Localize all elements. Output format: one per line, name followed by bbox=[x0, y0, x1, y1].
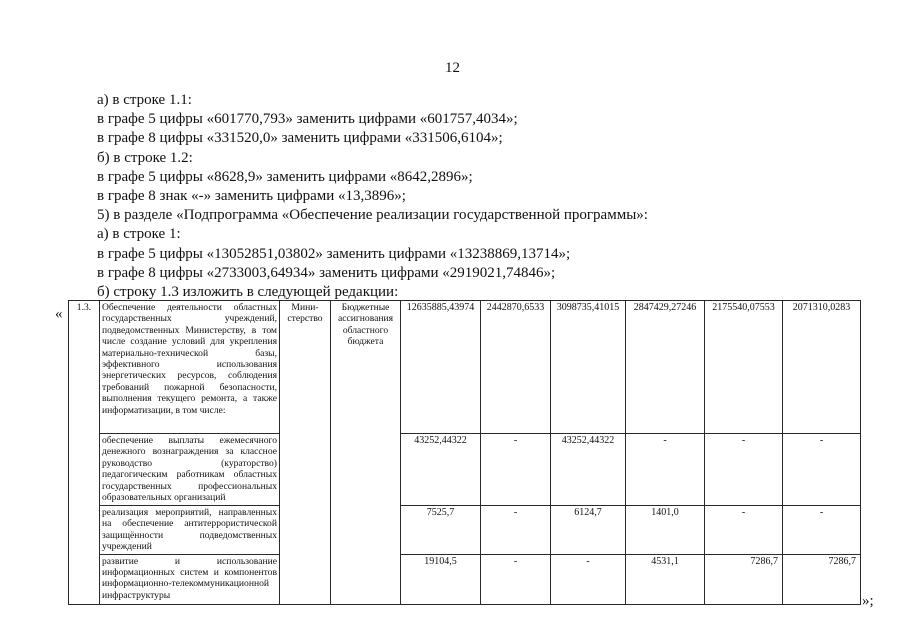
value-cell: 3098735,41015 bbox=[551, 301, 626, 434]
value-cell: 43252,44322 bbox=[551, 434, 626, 506]
value-cell: - bbox=[783, 506, 861, 555]
table-row bbox=[69, 506, 861, 555]
value-cell: 7286,7 bbox=[705, 554, 783, 604]
text-line: а) в строке 1.1: bbox=[97, 92, 192, 108]
value-cell: 43252,44322 bbox=[401, 434, 481, 506]
value-cell: - bbox=[783, 434, 861, 506]
row-number: 1.3. bbox=[69, 301, 100, 605]
text-line: в графе 8 цифры «331520,0» заменить цифрами «331506,6104»; bbox=[97, 130, 503, 147]
row-description: развитие и использование информационных систем и компонентов информационно-телекоммуникационной инфраструктуры bbox=[100, 554, 280, 604]
table-row bbox=[69, 301, 861, 434]
value-cell: 7286,7 bbox=[783, 554, 861, 604]
value-cell: - bbox=[626, 434, 705, 506]
value-cell: 4531,1 bbox=[626, 554, 705, 604]
value-cell: 2071310,0283 bbox=[783, 301, 861, 434]
row-description: реализация мероприятий, направленных на обеспечение антитеррористической защищённости подведомственных учреждений bbox=[100, 506, 280, 555]
executor-cell: Мини-стерство bbox=[280, 301, 331, 605]
text-line: в графе 8 цифры «2733003,64934» заменить цифрами «2919021,74846»; bbox=[97, 264, 556, 281]
value-cell: - bbox=[481, 506, 551, 555]
amendment-table bbox=[68, 300, 861, 605]
value-cell: - bbox=[705, 506, 783, 555]
closing-quote: »; bbox=[862, 593, 874, 609]
table-row bbox=[69, 434, 861, 506]
opening-quote: « bbox=[55, 306, 63, 322]
value-cell: - bbox=[481, 434, 551, 506]
value-cell: - bbox=[551, 554, 626, 604]
value-cell: 2847429,27246 bbox=[626, 301, 705, 434]
funding-source-cell: Бюджетные ассигнования областного бюджета bbox=[331, 301, 401, 605]
value-cell: 19104,5 bbox=[401, 554, 481, 604]
text-line: в графе 5 цифры «13052851,03802» заменить цифрами «13238869,13714»; bbox=[97, 245, 571, 262]
value-cell: 2442870,6533 bbox=[481, 301, 551, 434]
value-cell: 12635885,43974 bbox=[401, 301, 481, 434]
value-cell: 6124,7 bbox=[551, 506, 626, 555]
page-number: 12 bbox=[445, 60, 460, 76]
text-line: б) строку 1.3 изложить в следующей редакции: bbox=[97, 284, 399, 301]
text-line: в графе 8 знак «-» заменить цифрами «13,3896»; bbox=[97, 188, 406, 205]
row-description: обеспечение выплаты ежемесячного денежного вознаграждения за классное руководство (кураторство) педагогическим работникам областных государственных профессиональных образовательных организаций bbox=[100, 434, 280, 506]
row-description: Обеспечение деятельности областных государственных учреждений, подведомственных Министерству, в том числе создание условий для укрепления материально-технической базы, эффективного использования энергетических ресурсов, соблюдения требований пожарной безопасности, выполнения текущего ремонта, а также информатизации, в том числе: bbox=[100, 301, 280, 434]
text-line: 5) в разделе «Подпрограмма «Обеспечение реализации государственной программы»: bbox=[97, 207, 648, 224]
text-line: в графе 5 цифры «601770,793» заменить цифрами «601757,4034»; bbox=[97, 111, 518, 128]
amendment-text bbox=[97, 91, 857, 302]
value-cell: - bbox=[481, 554, 551, 604]
text-line: б) в строке 1.2: bbox=[97, 149, 193, 166]
value-cell: 2175540,07553 bbox=[705, 301, 783, 434]
table-row bbox=[69, 554, 861, 604]
text-line: а) в строке 1: bbox=[97, 226, 181, 243]
value-cell: 7525,7 bbox=[401, 506, 481, 555]
value-cell: - bbox=[705, 434, 783, 506]
text-line: в графе 5 цифры «8628,9» заменить цифрами «8642,2896»; bbox=[97, 168, 473, 185]
value-cell: 1401,0 bbox=[626, 506, 705, 555]
